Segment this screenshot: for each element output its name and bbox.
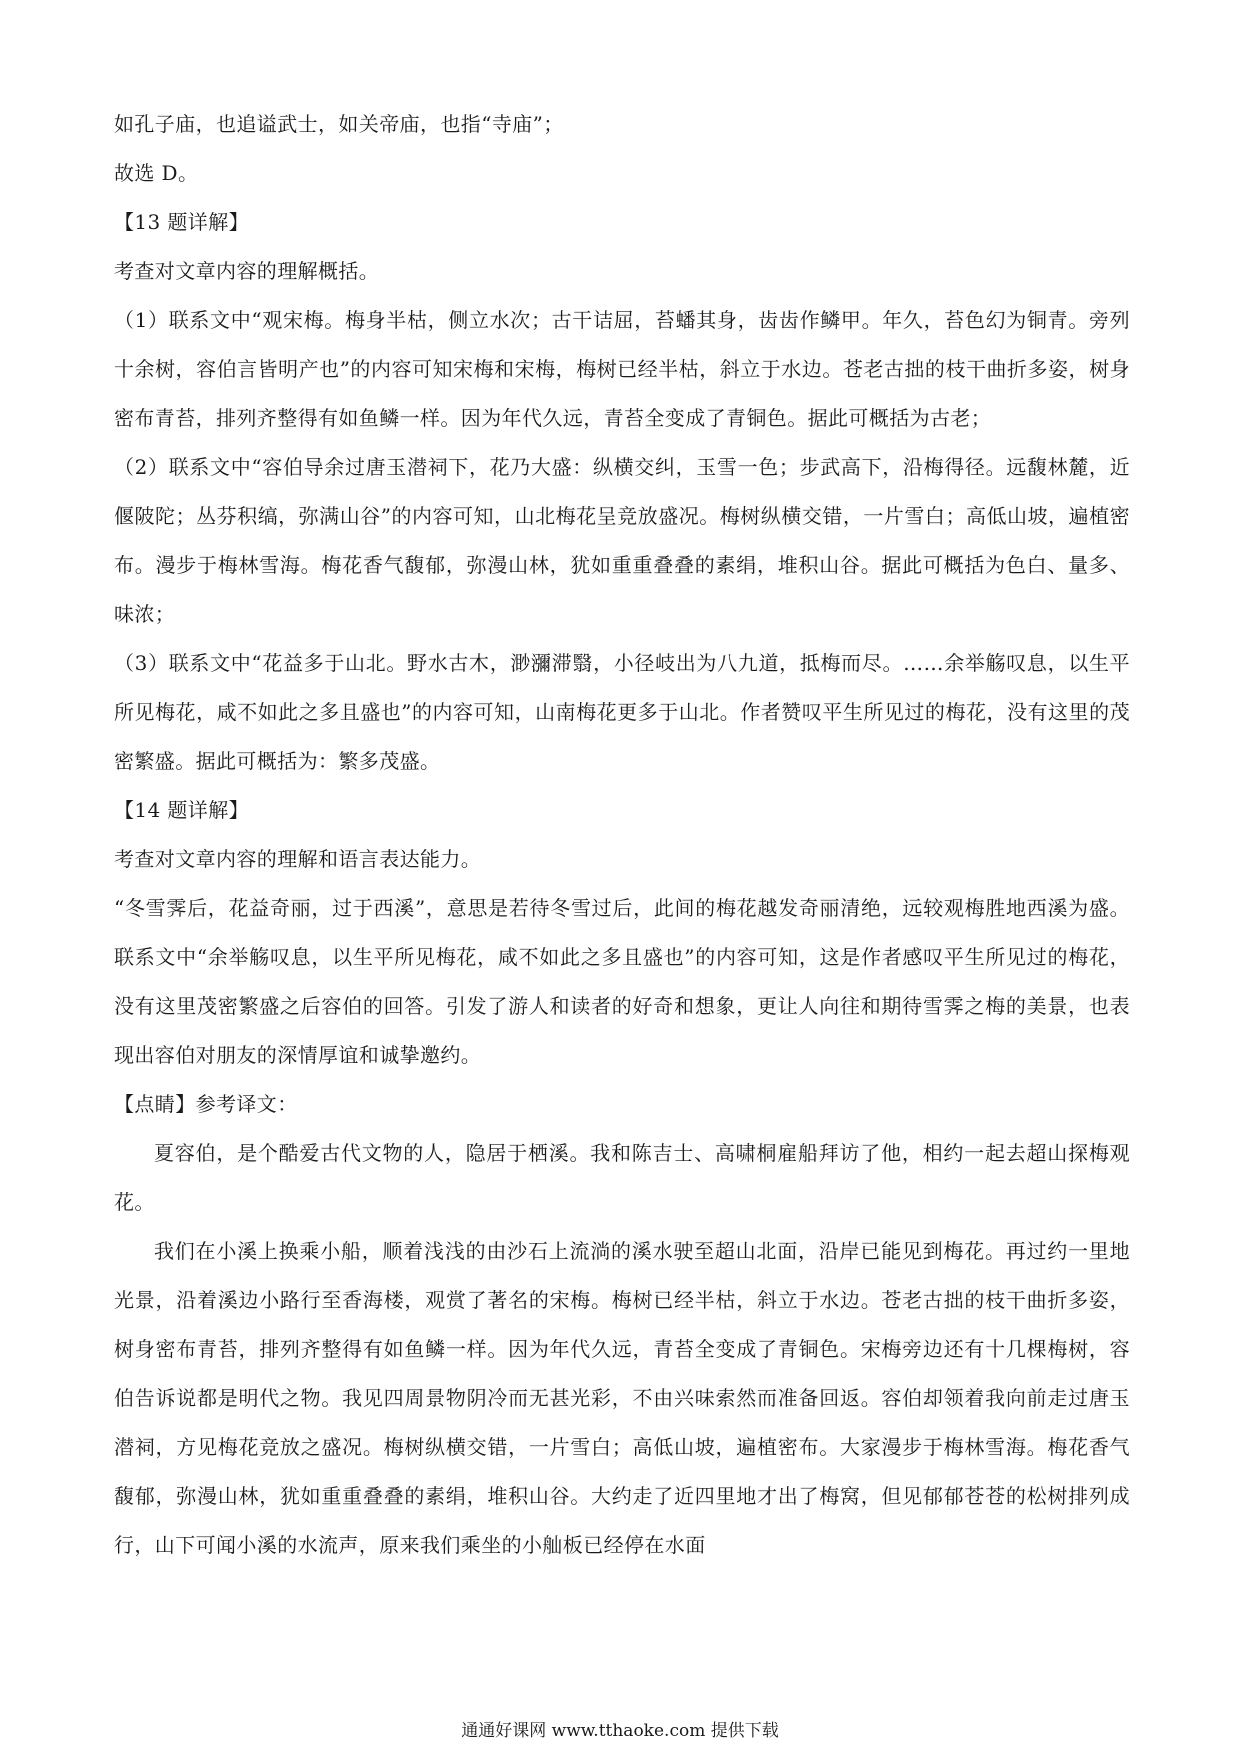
paragraph-q13-1: （1）联系文中“观宋梅。梅身半枯，侧立水次；古干诘屈，苔蟠其身，齿齿作鳞甲。年久，苔色幻为铜青。旁列十余树，容伯言皆明产也”的内容可知宋梅和宋梅，梅树已经半枯，斜立于水边。苍老古拙的枝干曲折多姿，树身密布青苔，排列齐整得有如鱼鳞一样。因为年代久远，青苔全变成了青铜色。据此可概括为古老； <box>114 308 1130 430</box>
paragraph-q14-1: “冬雪霁后，花益奇丽，过于西溪”，意思是若待冬雪过后，此间的梅花越发奇丽清绝，远较观梅胜地西溪为盛。联系文中“余举觞叹息，以生平所见梅花，咸不如此之多且盛也”的内容可知，这是作者感叹平生所见过的梅花，没有这里茂密繁盛之后容伯的回答。引发了游人和读者的好奇和想象，更让人向往和期待雪霁之梅的美景，也表现出容伯对朋友的深情厚谊和诚挚邀约。 <box>114 896 1130 1067</box>
text-line: 故选 D。 <box>114 161 199 185</box>
translation-paragraph-1: 夏容伯，是个酷爱古代文物的人，隐居于栖溪。我和陈吉士、高啸桐雇船拜访了他，相约一起去超山探梅观花。 <box>114 1141 1130 1214</box>
page-footer: 通通好课网 www.tthaoke.com 提供下载 <box>461 1721 779 1741</box>
section-header-q14: 【14 题详解】 <box>114 798 250 822</box>
text-line: 如孔子庙，也追谥武士，如关帝庙，也指“寺庙”； <box>114 112 564 136</box>
section-intro-q14: 考查对文章内容的理解和语言表达能力。 <box>114 847 482 871</box>
paragraph-q13-3: （3）联系文中“花益多于山北。野水古木，渺瀰滞翳，小径岐出为八九道，抵梅而尽。……余举觞叹息，以生平所见梅花，咸不如此之多且盛也”的内容可知，山南梅花更多于山北。作者赞叹平生所见过的梅花，没有这里的茂密繁盛。据此可概括为：繁多茂盛。 <box>114 651 1130 773</box>
section-header-q13: 【13 题详解】 <box>114 210 250 234</box>
translation-paragraph-2: 我们在小溪上换乘小船，顺着浅浅的由沙石上流淌的溪水驶至超山北面，沿岸已能见到梅花。再过约一里地光景，沿着溪边小路行至香海楼，观赏了著名的宋梅。梅树已经半枯，斜立于水边。苍老古拙的枝干曲折多姿，树身密布青苔，排列齐整得有如鱼鳞一样。因为年代久远，青苔全变成了青铜色。宋梅旁边还有十几棵梅树，容伯告诉说都是明代之物。我见四周景物阴冷而无甚光彩，不由兴味索然而准备回返。容伯却领着我向前走过唐玉潜祠，方见梅花竞放之盛况。梅树纵横交错，一片雪白；高低山坡，遍植密布。大家漫步于梅林雪海。梅花香气馥郁，弥漫山林，犹如重重叠叠的素绢，堆积山谷。大约走了近四里地才出了梅窝，但见郁郁苍苍的松树排列成行，山下可闻小溪的水流声，原来我们乘坐的小舢板已经停在水面 <box>114 1239 1130 1557</box>
section-intro-q13: 考查对文章内容的理解概括。 <box>114 259 380 283</box>
section-header-dianjing: 【点睛】参考译文： <box>114 1092 298 1116</box>
paragraph-q13-2: （2）联系文中“容伯导余过唐玉潜祠下，花乃大盛：纵横交纠，玉雪一色；步武高下，沿梅得径。远馥林麓，近偃陂陀；丛芬积缟，弥满山谷”的内容可知，山北梅花呈竞放盛况。梅树纵横交错，一片雪白；高低山坡，遍植密布。漫步于梅林雪海。梅花香气馥郁，弥漫山林，犹如重重叠叠的素绢，堆积山谷。据此可概括为色白、量多、味浓； <box>114 455 1130 626</box>
document-body <box>114 100 1130 1570</box>
